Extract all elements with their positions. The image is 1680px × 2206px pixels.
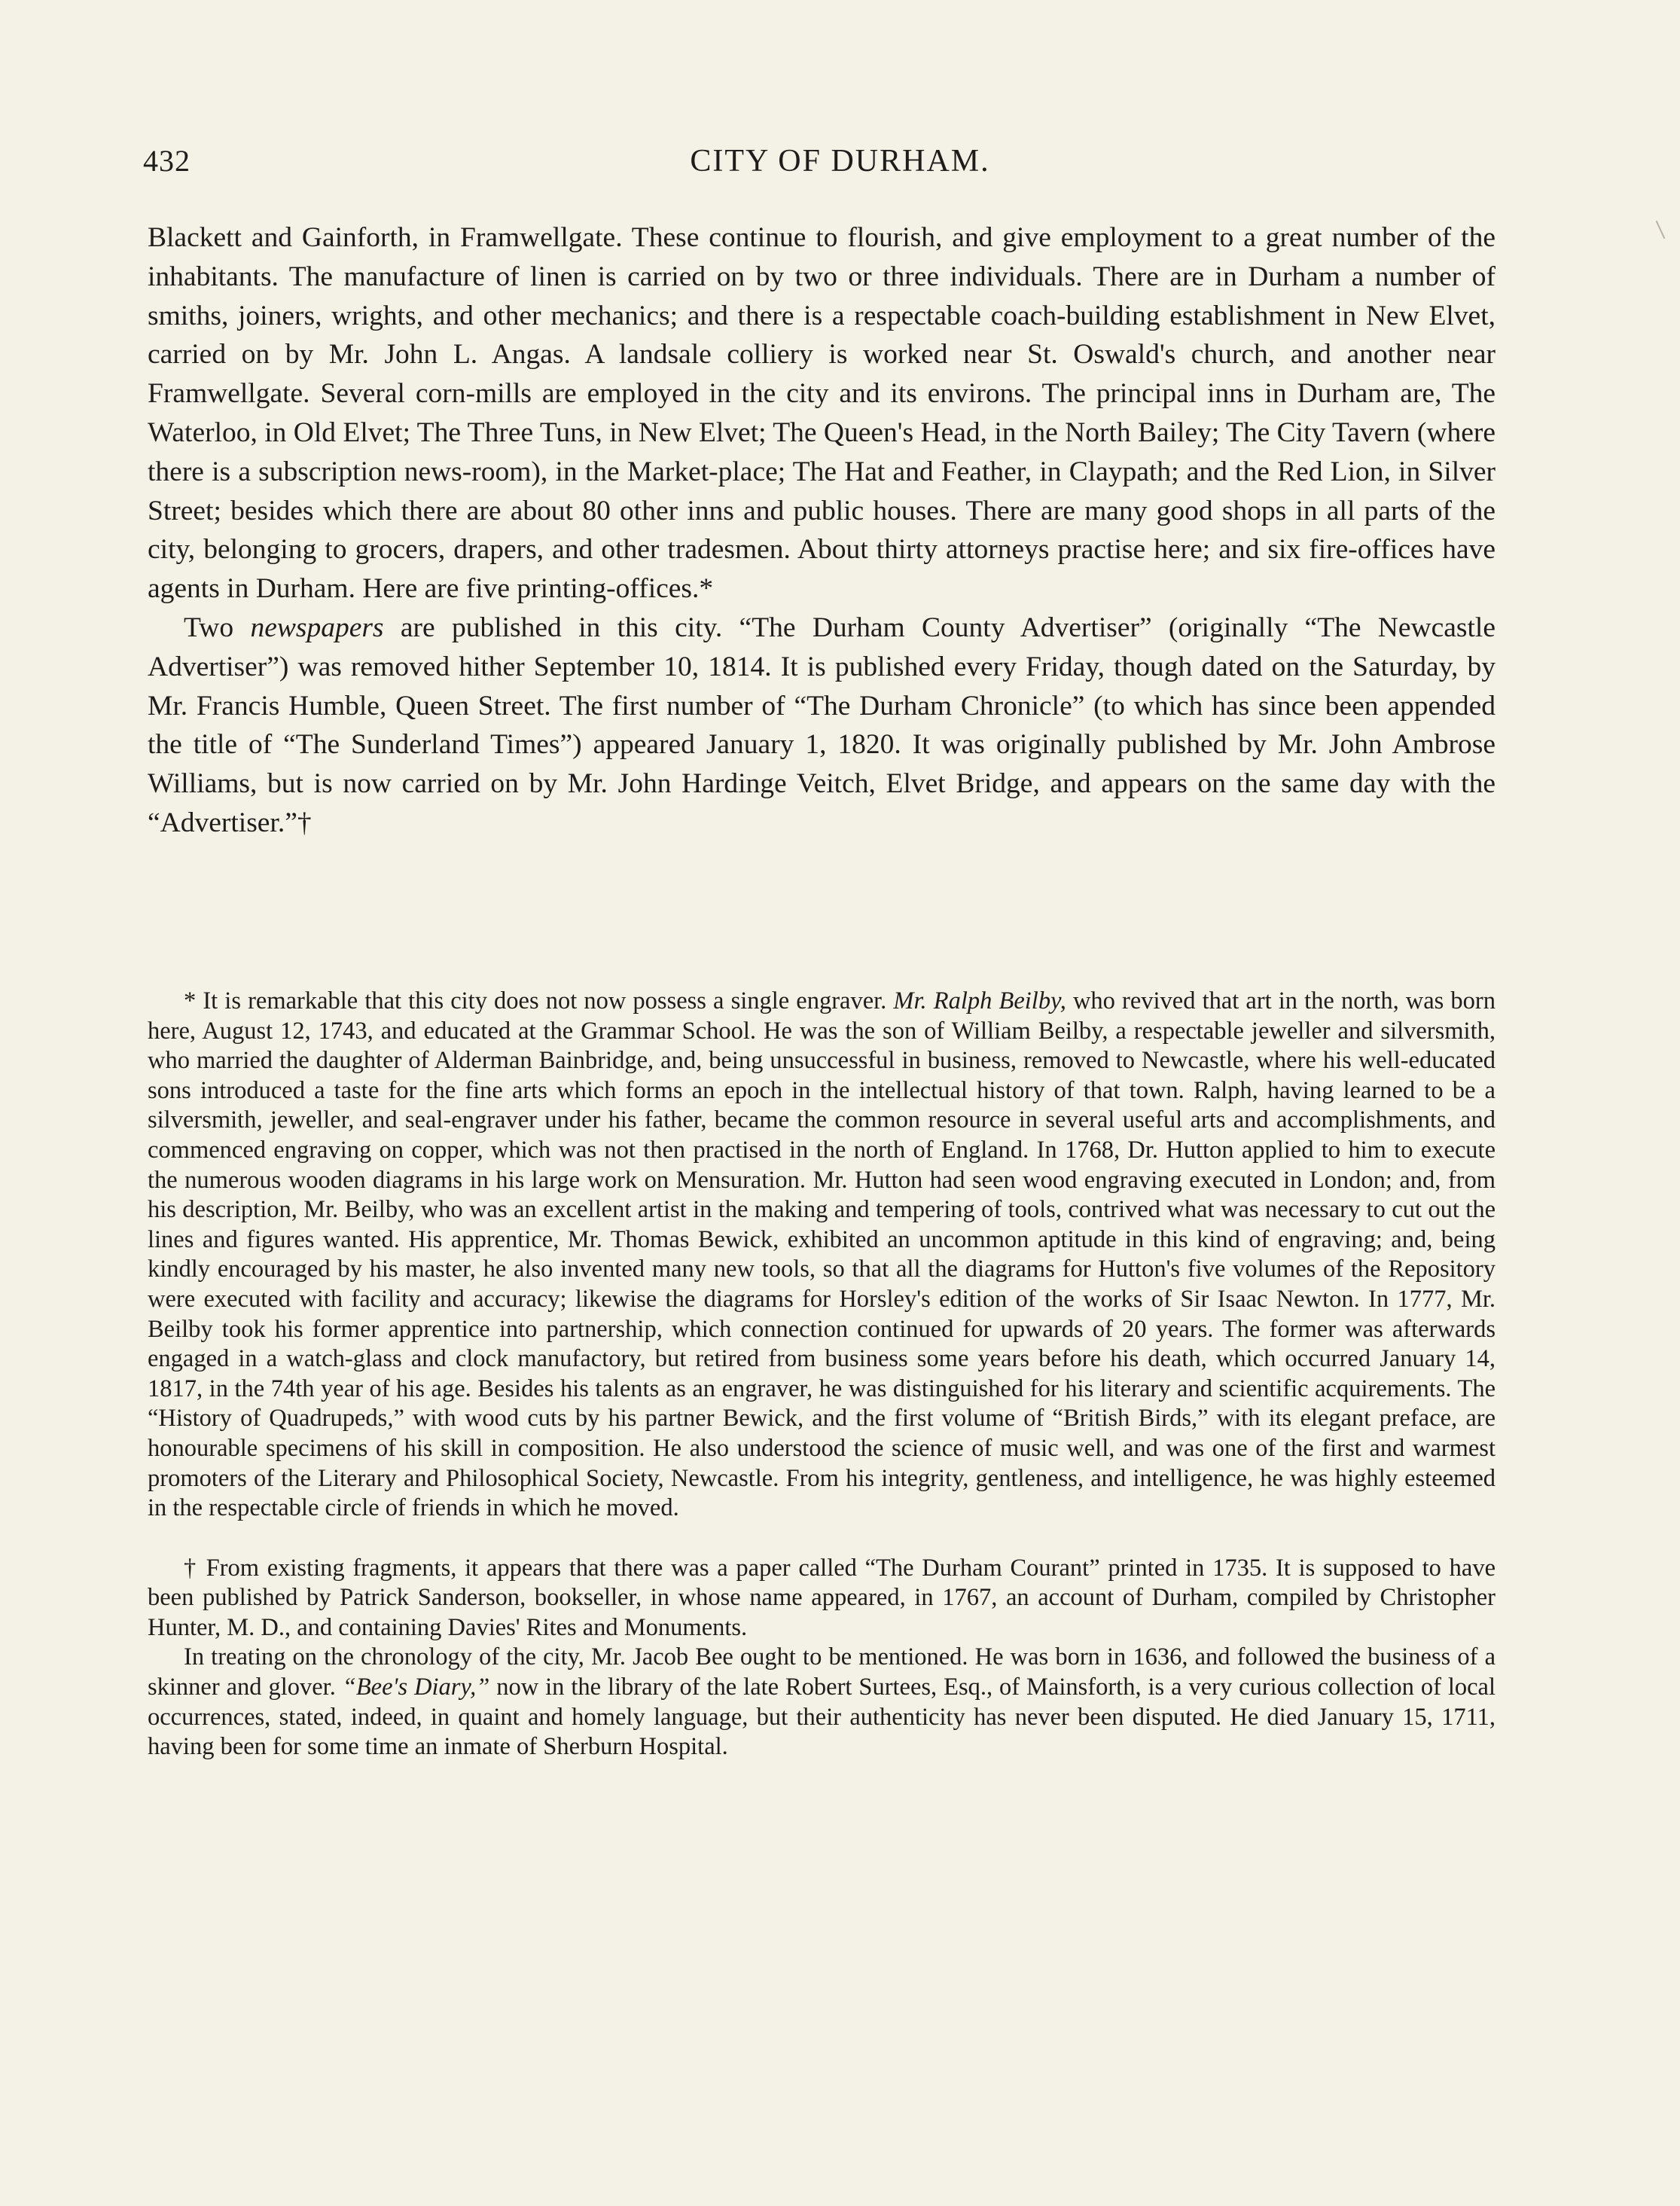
main-text bbox=[148, 218, 1496, 843]
footnote-engraver-italic: Mr. Ralph Beilby, bbox=[893, 987, 1066, 1015]
footnote-jacob-bee-start: In treating on the chronology of the city, Mr. Jacob Bee ought to be mentioned. He was born in 1636, and followed the business of a skinner and glover. bbox=[148, 1643, 1496, 1701]
footnote-engraver-start: * It is remarkable that this city does not now possess a single engraver. bbox=[184, 987, 894, 1015]
footnote-courant: † From existing fragments, it appears that there was a paper called “The Durham Courant” printed in 1735. It is supposed to have been published by Patrick Sanderson, bookseller, in whose name appeared, in 1767, an account of Durham, compiled by Christopher Hunter, M. D., and containing Davies' Rites and Monuments. bbox=[148, 1554, 1496, 1641]
page-number: 432 bbox=[143, 144, 191, 178]
paragraph-newspapers bbox=[148, 609, 1496, 843]
paragraph-inns-and-trades: Blackett and Gainforth, in Framwellgate. These continue to flourish, and give employment to a great number of the inhabitants. The manufacture of linen is carried on by two or three individuals. There are in Durham a number of smiths, joiners, wrights, and other mechanics; and there is a respectable coach-building establishment in New Elvet, carried on by Mr. John L. Angas. A landsale colliery is worked near St. Oswald's church, and another near Framwellgate. Several corn-mills are employed in the city and its environs. The principal inns in Durham are, The Waterloo, in Old Elvet; The Three Tuns, in New Elvet; The Queen's Head, in the North Bailey; The City Tavern (where there is a subscription news-room), in the Market-place; The Hat and Feather, in Claypath; and the Red Lion, in Silver Street; besides which there are about 80 other inns and public houses. There are many good shops in all parts of the city, belonging to grocers, drapers, and other tradesmen. About thirty attorneys practise here; and six fire-offices have agents in Durham. Here are five printing-offices.* bbox=[148, 222, 1496, 605]
footnote-engraver-rest: who revived that art in the north, was born here, August 12, 1743, and educated at the Grammar School. He was the son of William Beilby, a respectable jeweller and silversmith, who married the daughter of Alderman Bainbridge, and, being unsuccessful in business, removed to Newcastle, where his well-educated sons introduced a taste for the fine arts which forms an epoch in the intellectual history of that town. Ralph, having learned to be a silversmith, jeweller, and seal-engraver under his father, became the common resource in several useful arts and accomplishments, and commenced engraving on copper, which was not then practised in the north of England. In 1768, Dr. Hutton applied to him to execute the numerous wooden diagrams in his large work on Mensuration. Mr. Hutton had seen wood engraving executed in London; and, from his description, Mr. Beilby, who was an excellent artist in the making and tempering of tools, contrived what was necessary to cut out the lines and figures wanted. His apprentice, Mr. Thomas Bewick, exhibited an uncommon aptitude in this kind of engraving; and, being kindly encouraged by his master, he also invented many new tools, so that all the diagrams for Hutton's five volumes of the Repository were executed with facility and accuracy; likewise the diagrams for Horsley's edition of the works of Sir Isaac Newton. In 1777, Mr. Beilby took his former apprentice into partnership, which connection continued for upwards of 20 years. The former was afterwards engaged in a watch-glass and clock manufactory, but retired from business some years before his death, which occurred January 14, 1817, in the 74th year of his age. Besides his talents as an engraver, he was distinguished for his literary and scientific acquirements. The “History of Quadrupeds,” with wood cuts by his partner Bewick, and the first volume of “British Birds,” with its elegant preface, are honourable specimens of his skill in composition. He also understood the science of music well, and was one of the first and warmest promoters of the Literary and Philosophical Society, Newcastle. From his integrity, gentleness, and intelligence, he was highly esteemed in the respectable circle of friends in which he moved. bbox=[148, 987, 1496, 1522]
footnote-jacob-bee-italic: “Bee's Diary,” bbox=[342, 1674, 490, 1701]
running-head: CITY OF DURHAM. bbox=[690, 144, 990, 178]
footnotes bbox=[148, 987, 1496, 1762]
paragraph-newspapers-italic: newspapers bbox=[250, 612, 384, 643]
paragraph-newspapers-start: Two bbox=[184, 612, 251, 643]
footnote-jacob-bee-rest: now in the library of the late Robert Surtees, Esq., of Mainsforth, is a very curious collection of local occurrences, stated, indeed, in quaint and homely language, but their authenticity has never been disputed. He died January 15, 1711, having been for some time an inmate of Sherburn Hospital. bbox=[148, 1674, 1496, 1761]
footnote-jacob-bee bbox=[148, 1643, 1496, 1762]
paragraph-newspapers-rest: are published in this city. “The Durham County Advertiser” (originally “The Newcastle Advertiser”) was removed hither September 10, 1814. It is published every Friday, though dated on the Saturday, by Mr. Francis Humble, Queen Street. The first number of “The Durham Chronicle” (to which has since been appended the title of “The Sunderland Times”) appeared January 1, 1820. It was originally published by Mr. John Ambrose Williams, but is now carried on by Mr. John Hardinge Veitch, Elvet Bridge, and appears on the same day with the “Advertiser.”† bbox=[148, 612, 1496, 838]
footnote-engraver bbox=[148, 987, 1496, 1524]
stray-pen-mark bbox=[1656, 221, 1666, 239]
